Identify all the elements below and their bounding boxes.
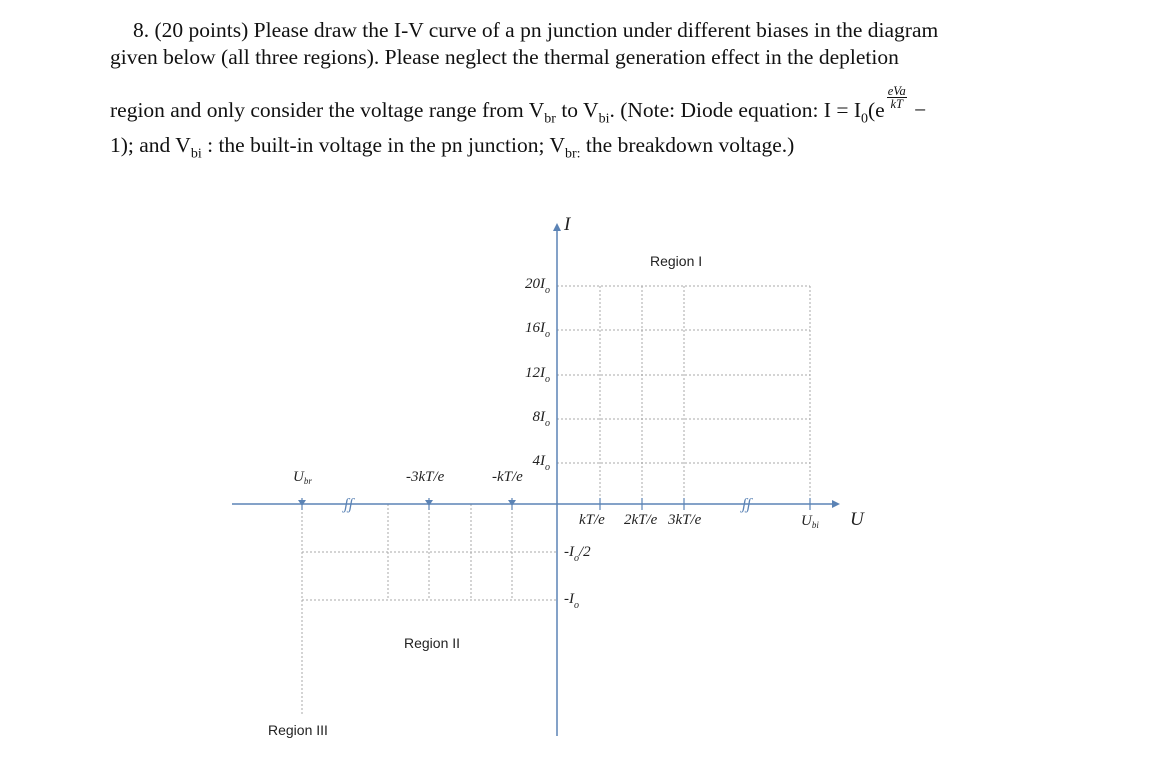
question-line-4-part-c: the breakdown voltage.) xyxy=(580,133,795,158)
y-tick-sub: o xyxy=(545,462,550,473)
grid-upper xyxy=(557,286,810,504)
vbi-subscript: bi xyxy=(598,111,610,127)
y-tick-main: 8I xyxy=(532,409,545,425)
exponent-denominator: kT xyxy=(890,97,903,111)
axis-break-right: ʃʃ xyxy=(742,496,752,513)
tick-arrow-ubr xyxy=(298,500,306,506)
ubr-main: U xyxy=(293,469,304,485)
region-3-label: Region III xyxy=(268,722,328,738)
ubi-label xyxy=(801,513,819,530)
y-tick-labels xyxy=(525,276,550,473)
vbr-subscript: br xyxy=(544,111,556,127)
neg-i-suffix: /2 xyxy=(579,544,591,560)
question-line-3-part-c: . (Note: Diode equation: I = I xyxy=(609,98,861,122)
exponent-numerator: eVa xyxy=(887,84,906,98)
x-tick-neg-3kt: -3kT/e xyxy=(406,469,445,485)
ubi-sub: bi xyxy=(811,520,819,530)
neg-i-labels xyxy=(564,544,591,611)
u-axis-tick-arrows xyxy=(298,500,516,506)
region-1-label: Region I xyxy=(650,253,703,269)
y-tick-main: 20I xyxy=(525,276,545,292)
y-tick-main: 4I xyxy=(532,453,545,469)
u-axis-title: U xyxy=(850,509,864,530)
i0-subscript: 0 xyxy=(861,111,868,127)
x-tick-3kt: 3kT/e xyxy=(668,512,702,528)
y-tick-sub: o xyxy=(545,329,550,340)
neg-i-main: -I xyxy=(564,544,574,560)
tick-arrow-neg-kt xyxy=(508,500,516,506)
question-line-4-part-a: 1); and V xyxy=(110,133,191,158)
region-2-label: Region II xyxy=(404,635,461,651)
x-tick-kt: kT/e xyxy=(579,512,605,528)
neg-i-full-label xyxy=(564,591,579,611)
axis-break-left: ʃʃ xyxy=(344,496,354,513)
ubr-label xyxy=(293,469,312,486)
y-tick-sub: o xyxy=(545,418,550,429)
y-tick-label xyxy=(533,453,551,473)
x-tick-neg-kt: -kT/e xyxy=(492,469,523,485)
question-line-2: given below (all three regions). Please neglect the thermal generation effect in the depletion xyxy=(110,45,899,69)
neg-i-half-label xyxy=(564,544,591,564)
question-line-3-part-e: − xyxy=(908,98,927,122)
y-tick-sub: o xyxy=(545,285,550,296)
y-tick-sub: o xyxy=(545,374,550,385)
y-tick-label xyxy=(533,409,551,429)
y-tick-label xyxy=(525,320,550,340)
neg-i-main: -I xyxy=(564,591,574,607)
y-tick-main: 12I xyxy=(525,365,545,381)
vbr-subscript-2: br: xyxy=(564,146,581,162)
question-line-3-part-a: region and only consider the voltage range from V xyxy=(110,98,545,122)
question-line-4-part-b: : the built-in voltage in the pn junction; V xyxy=(201,133,565,158)
ubr-sub: br xyxy=(303,476,312,486)
x-tick-2kt: 2kT/e xyxy=(624,512,658,528)
tick-arrow-neg-3kt xyxy=(425,500,433,506)
neg-i-sub: o xyxy=(574,553,579,564)
y-tick-label xyxy=(525,365,550,385)
neg-i-sub: o xyxy=(574,600,579,611)
question-line-1: 8. (20 points) Please draw the I-V curve of a pn junction under different biases in the diagram xyxy=(133,18,939,42)
exp-base: (e xyxy=(868,98,885,122)
x-tick-labels-pos xyxy=(579,512,702,528)
grid-lower xyxy=(302,504,557,715)
x-tick-labels-neg xyxy=(406,469,523,485)
ubi-main: U xyxy=(801,513,812,529)
y-tick-label xyxy=(525,276,550,296)
question-line-3-part-b: to V xyxy=(555,98,599,122)
vbi-subscript-2: bi xyxy=(190,146,202,162)
i-axis-title: I xyxy=(564,214,571,235)
y-tick-main: 16I xyxy=(525,320,545,336)
